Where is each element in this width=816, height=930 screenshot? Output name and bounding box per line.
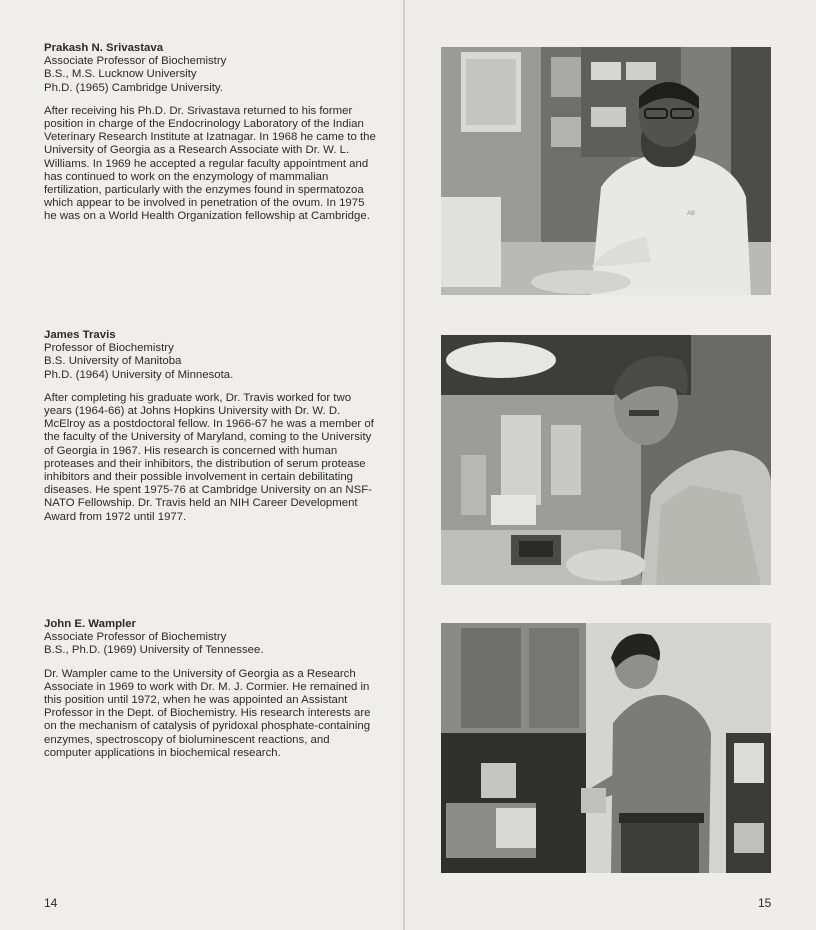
photo-travis — [441, 335, 771, 585]
profile-name: Prakash N. Srivastava — [44, 42, 164, 54]
profile-degree: B.S., M.S. Lucknow University — [44, 68, 197, 81]
left-page — [0, 0, 405, 930]
profile-srivastava — [44, 42, 379, 224]
photo-srivastava — [441, 47, 771, 295]
profile-wampler — [44, 618, 379, 760]
lab-coat-label: AB — [687, 211, 696, 217]
profile-bio: Dr. Wampler came to the University of Georgia as a Research Associate in 1969 to work with Dr. M. J. Cormier. He remained in this position until 1972, when he was appointed an Assistant Professor in the Dept. of Biochemistry. His research interests are on the mechanism of catalysis of pyridoxal phosphate-containing enzymes, spectroscopy of bioluminescent reactions, and computer applications in biochemical research. — [44, 667, 371, 759]
profile-travis — [44, 329, 379, 524]
right-page — [405, 0, 816, 930]
photo-wampler — [441, 623, 771, 873]
profile-bio: After completing his graduate work, Dr. Travis worked for two years (1964-66) at Johns Hopkins University with Dr. W. D. McElroy as a postdoctoral fellow. In 1966-67 he was a member of the faculty of the University of Maryland, coming to the University of Georgia in 1967. His research is concerned with human proteases and their inhibitors, the distribution of serum protease inhibitors and their possible involvement in certain debilitating diseases. He spent 1975-76 at Cambridge University on an NSF-NATO Fellowship. Dr. Travis held an NIH Career Development Award from 1972 until 1977. — [44, 391, 374, 523]
profile-title: Associate Professor of Biochemistry — [44, 55, 227, 68]
profile-degree: Ph.D. (1964) University of Minnesota. — [44, 368, 234, 381]
profile-bio: After receiving his Ph.D. Dr. Srivastava returned to his former position in charge of the Endocrinology Laboratory of the Indian Veterinary Research Institute at Izatnagar. In 1968 he came to the University of Georgia as a Research Associate with Dr. W. L. Williams. In 1969 he accepted a regular faculty appointment and has continued to work on the enzymology of mammalian fertilization, particularly with the enzymes found in spermatozoa which appear to be involved in penetration of the ovum. In 1975 he was on a World Health Organization fellowship at Cambridge. — [44, 104, 376, 223]
profile-name: John E. Wampler — [44, 618, 136, 630]
profile-title: Professor of Biochemistry — [44, 342, 174, 355]
profile-degree: B.S., Ph.D. (1969) University of Tennessee. — [44, 644, 264, 657]
profile-title: Associate Professor of Biochemistry — [44, 631, 227, 644]
page-number-right: 15 — [758, 896, 772, 910]
profile-degree: B.S. University of Manitoba — [44, 355, 182, 368]
profile-degree: Ph.D. (1965) Cambridge University. — [44, 81, 223, 94]
profile-name: James Travis — [44, 329, 116, 341]
page-number-left: 14 — [44, 896, 58, 910]
